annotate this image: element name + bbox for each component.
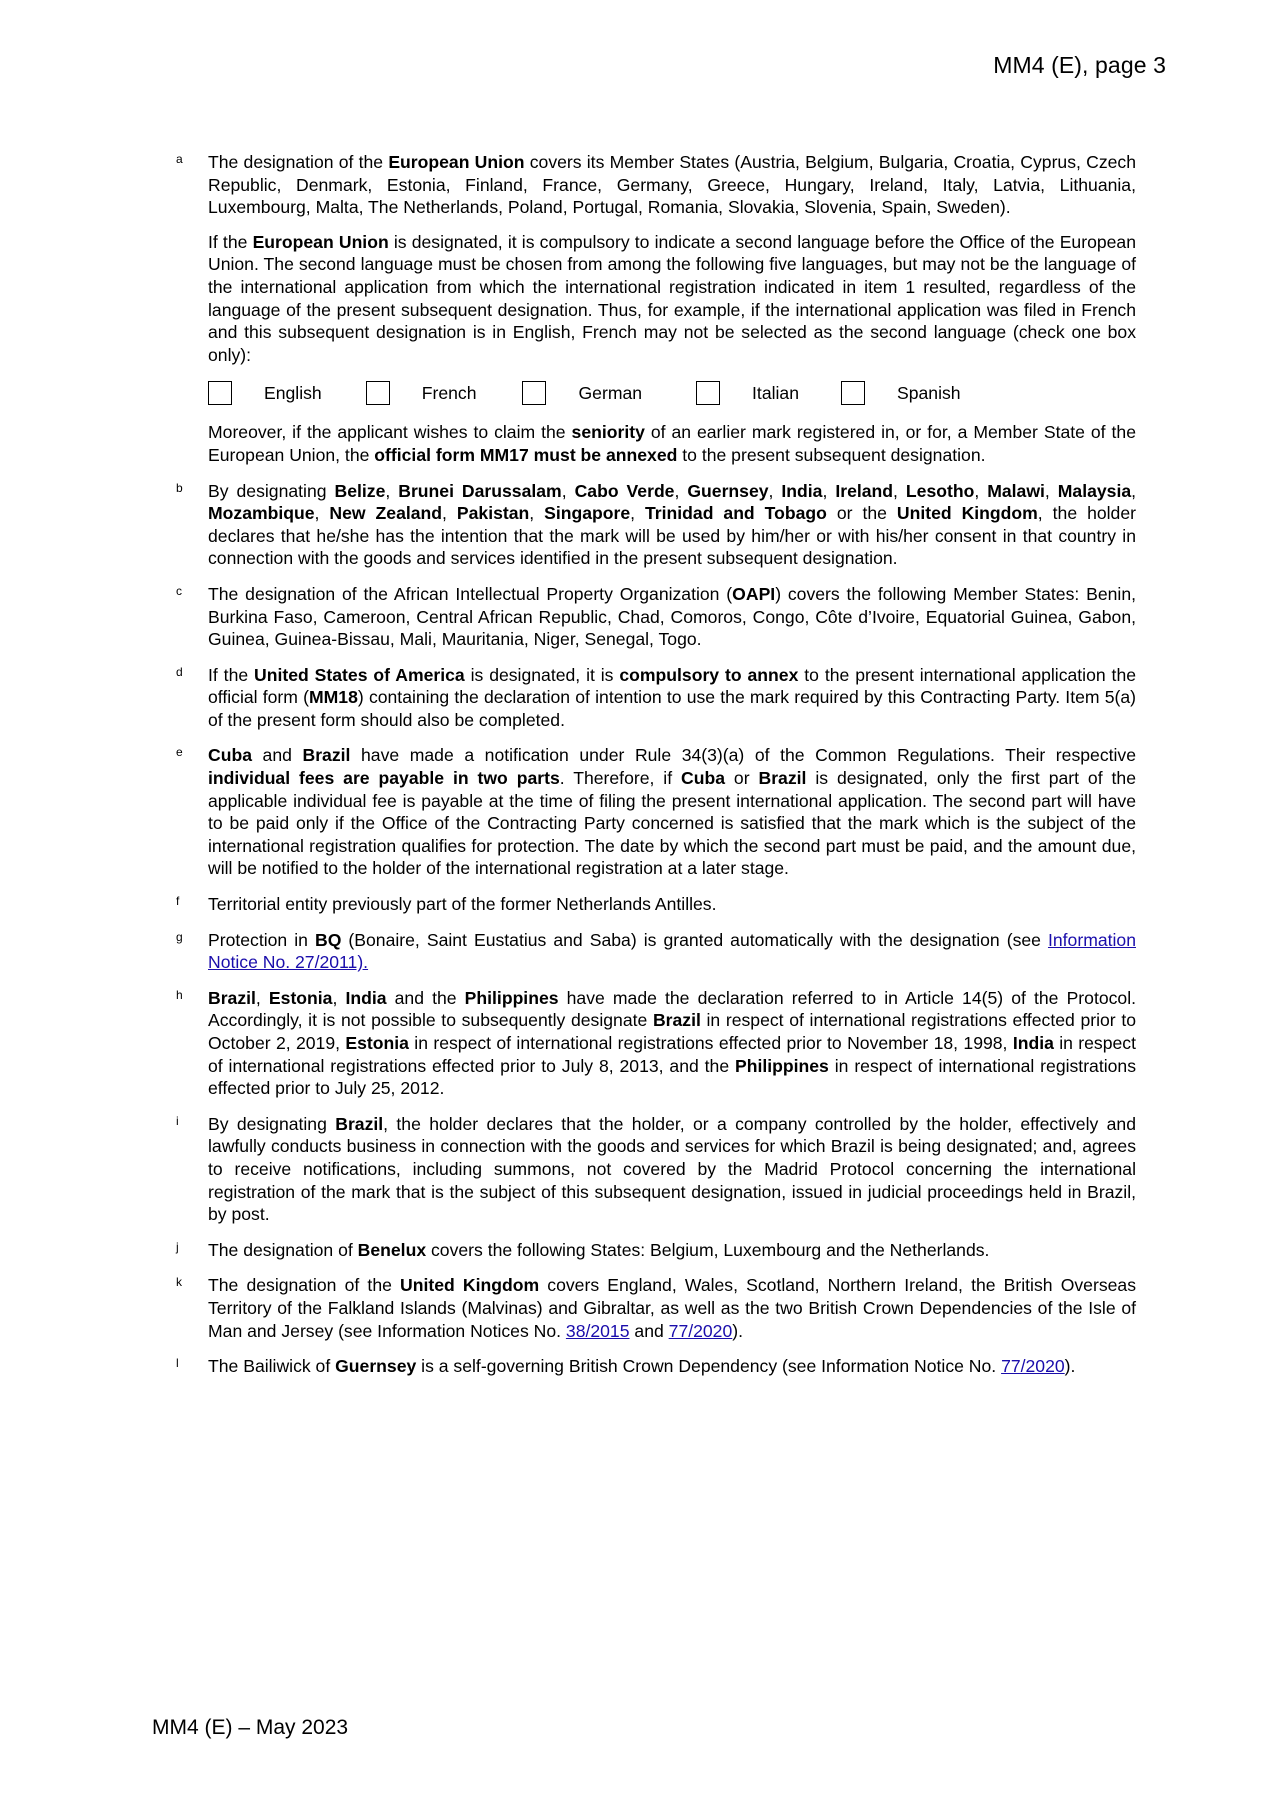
text: and	[629, 1320, 669, 1341]
footnote-marker: e	[176, 745, 183, 760]
language-option-spanish	[841, 381, 961, 405]
footnote-marker: l	[176, 1356, 179, 1371]
information-notice-77-2020-link[interactable]: 77/2020	[1001, 1356, 1065, 1377]
bold-text: Estonia	[345, 1033, 409, 1053]
bold-text: Estonia	[268, 987, 333, 1008]
footnote-marker: a	[176, 152, 183, 166]
text: (Bonaire, Saint Eustatius and Saba) is granted automatically with the designation (see	[341, 929, 1048, 950]
footnote-b-text	[208, 480, 1136, 570]
french-checkbox[interactable]	[366, 381, 390, 405]
bold-text: Cuba	[208, 745, 252, 766]
text: in respect of international registrations effected prior to October 2, 2019,	[208, 1010, 1136, 1053]
footnote-k	[152, 1274, 1136, 1342]
bold-text: Benelux	[357, 1239, 427, 1260]
bold-text: official form MM17 must be annexed	[374, 444, 678, 465]
bold-text: India	[345, 987, 387, 1008]
text: ,	[822, 480, 836, 501]
bold-text: India	[1012, 1033, 1054, 1053]
footnote-marker: c	[176, 583, 182, 598]
bold-text: United States of America	[254, 664, 465, 685]
bold-text: Brazil	[302, 745, 351, 766]
footnote-a-paragraph-3	[208, 421, 1136, 466]
bold-text: Cabo Verde	[574, 480, 675, 501]
footnote-marker: g	[176, 929, 183, 944]
text: ,	[255, 987, 269, 1008]
footnote-l-text	[208, 1355, 1136, 1378]
text: ,	[674, 480, 688, 501]
footnote-marker: b	[176, 480, 183, 495]
text: covers England, Wales, Scotland, Northern Ireland, the British Overseas Territory of the Falkland Islands (Malvinas) and Gibraltar, as well as the two British Crown Dependencies of the Isle of Man and Jersey (see Information Notices No.	[208, 1275, 1136, 1341]
text: ,	[630, 503, 646, 524]
footnote-a-paragraph-1	[208, 151, 1136, 219]
information-notice-27-2011-link[interactable]: Information Notice No. 27/2011).	[208, 929, 1136, 973]
footnote-e-text	[208, 744, 1136, 880]
text: and	[251, 745, 303, 766]
bold-text: United Kingdom	[896, 503, 1038, 524]
footnote-i-text	[208, 1113, 1136, 1226]
text: ,	[1131, 480, 1137, 501]
language-option-french	[366, 381, 523, 405]
footnote-a-continued	[152, 421, 1136, 466]
page-header: MM4 (E), page 3	[993, 52, 1166, 78]
footnote-j	[152, 1239, 1136, 1262]
text: in respect of international registrations effected prior to July 25, 2012.	[208, 1055, 1137, 1099]
bold-text: Lesotho	[905, 480, 975, 501]
text: ,	[332, 987, 346, 1008]
footnote-b	[152, 480, 1136, 570]
spanish-label: Spanish	[897, 382, 961, 403]
language-option-english	[208, 381, 366, 405]
text: . Therefore, if	[559, 768, 682, 789]
text: ) covers the following Member States: Benin, Burkina Faso, Cameroon, Central African Republic, Chad, Comoros, Congo, Côte d’Ivoire, Equatorial Guinea, Gabon, Guinea, Guinea-Bissau, Mali, Mauritania, Niger, Senegal, Togo.	[208, 583, 1136, 650]
bold-text: Malaysia	[1057, 480, 1132, 501]
footnote-g-text	[208, 929, 1136, 974]
footnote-c-text	[208, 583, 1136, 651]
information-notice-38-2015-link[interactable]: 38/2015	[565, 1320, 630, 1341]
text: Moreover, if the applicant wishes to claim the	[208, 422, 572, 443]
text: Territorial entity previously part of the former Netherlands Antilles.	[208, 894, 717, 915]
bold-text: MM18	[309, 687, 358, 708]
french-label: French	[421, 382, 477, 403]
text: have made a notification under Rule 34(3)(a) of the Common Regulations. Their respective	[350, 745, 1136, 766]
text: or the	[826, 503, 897, 524]
footnote-h-text	[208, 987, 1136, 1100]
bold-text: Malawi	[987, 480, 1045, 501]
footnote-l	[152, 1355, 1136, 1378]
footnote-marker: j	[176, 1239, 179, 1254]
footnote-marker: f	[176, 894, 180, 909]
footnote-a-paragraph-2	[208, 231, 1136, 367]
bold-text: Guernsey	[335, 1356, 417, 1377]
text: ,	[529, 503, 545, 524]
footnote-e	[152, 744, 1136, 880]
text: The designation of the African Intellectual Property Organization (	[208, 583, 733, 604]
bold-text: Philippines	[735, 1055, 829, 1076]
italian-checkbox[interactable]	[696, 381, 720, 405]
italian-label: Italian	[752, 382, 799, 403]
text: ).	[732, 1320, 744, 1341]
footnote-c	[152, 583, 1136, 651]
english-label: English	[264, 382, 322, 403]
footnote-k-text	[208, 1274, 1136, 1342]
bold-text: Brazil	[758, 768, 807, 789]
bold-text: Mozambique	[208, 503, 315, 524]
text: Protection in	[208, 929, 315, 950]
information-notice-77-2020-link[interactable]: 77/2020	[668, 1320, 733, 1341]
bold-text: Philippines	[464, 987, 559, 1008]
bold-text: European Union	[388, 152, 525, 172]
bold-text: BQ	[314, 929, 342, 950]
footnote-d-text	[208, 664, 1136, 732]
text: The designation of	[208, 1239, 358, 1260]
text: covers the following States: Belgium, Luxembourg and the Netherlands.	[426, 1239, 990, 1260]
text: If the	[208, 664, 255, 685]
spanish-checkbox[interactable]	[841, 381, 865, 405]
footnote-a	[152, 151, 1136, 366]
text: The designation of the	[208, 152, 389, 172]
language-option-german	[522, 381, 696, 405]
text: , the holder declares that the holder, or a company controlled by the holder, effectively and lawfully conducts business in connection with the goods and services for which Brazil is being designated; and, agrees to receive notifications, including summons, not covered by the Madrid Protocol concerning the international registration of the mark that is the subject of this subsequent designation, issued in judicial proceedings held in Brazil, by post.	[208, 1113, 1136, 1225]
footnote-d	[152, 664, 1136, 732]
second-language-options	[152, 379, 1136, 407]
text: The Bailiwick of	[208, 1356, 336, 1377]
bold-text: individual fees are payable in two parts	[208, 768, 560, 789]
footnote-g	[152, 929, 1136, 974]
bold-text: compulsory to annex	[619, 664, 799, 685]
text: have made the declaration referred to in Article 14(5) of the Protocol. Accordingly, it is not possible to subsequently designate	[208, 987, 1136, 1031]
bold-text: Cuba	[681, 768, 726, 789]
text: or	[725, 768, 759, 789]
text: ,	[974, 480, 988, 501]
footnotes	[152, 151, 1136, 1391]
text: The designation of the	[208, 1275, 401, 1296]
footnote-i	[152, 1113, 1136, 1226]
text: is designated, only the first part of the applicable individual fee is payable at the time of filing the present international application. The second part will have to be paid only if the Office of the Contracting Party concerned is satisfied that the mark which is the subject of the international registration qualifies for protection. The date by which the second part must be paid, and the amount due, will be notified to the holder of the international registration at a later stage.	[208, 768, 1136, 879]
text: ,	[442, 503, 457, 524]
footnote-marker: k	[176, 1275, 182, 1290]
bold-text: Brazil	[652, 1010, 701, 1031]
bold-text: seniority	[571, 422, 645, 443]
footnote-f	[152, 893, 1136, 916]
text: By designating	[208, 480, 335, 501]
text: ,	[561, 480, 575, 501]
german-label: German	[578, 382, 643, 403]
footnote-j-text	[208, 1239, 1136, 1262]
text: in respect of international registrations effected prior to July 8, 2013, and the	[208, 1033, 1136, 1076]
text: in respect of international registrations effected prior to November 18, 1998,	[408, 1033, 1013, 1053]
text: to the present international application the official form (	[208, 664, 1137, 708]
text: If the	[208, 231, 253, 252]
footnote-marker: h	[176, 987, 183, 1002]
text: ,	[768, 480, 782, 501]
text: is designated, it is compulsory to indicate a second language before the Office of the European Union. The second language must be chosen from among the following five languages, but may not be the language of the international application from which the international registration indicated in item 1 resulted, regardless of the language of the present subsequent designation. Thus, for example, if the international application was filed in French and this subsequent designation is in English, French may not be selected as the second language (check one box only):	[208, 231, 1136, 365]
text: is designated, it is	[464, 664, 620, 685]
bold-text: India	[781, 480, 823, 501]
bold-text: OAPI	[732, 583, 776, 604]
text: ,	[385, 480, 399, 501]
language-option-italian	[696, 381, 841, 405]
footnote-marker: d	[176, 664, 183, 679]
bold-text: Brunei Darussalam	[398, 480, 562, 501]
text: ) containing the declaration of intention to use the mark required by this Contracting Party. Item 5(a) of the present form should also be completed.	[208, 687, 1137, 730]
english-checkbox[interactable]	[208, 381, 232, 405]
bold-text: Singapore	[544, 503, 631, 524]
text: of an earlier mark registered in, or for, a Member State of the European Union, the	[208, 422, 1136, 465]
german-checkbox[interactable]	[522, 381, 546, 405]
bold-text: Guernsey	[687, 480, 769, 501]
text: ,	[314, 503, 330, 524]
text: ,	[1044, 480, 1058, 501]
text: ,	[893, 480, 906, 501]
bold-text: United Kingdom	[400, 1275, 540, 1296]
bold-text: Brazil	[335, 1113, 384, 1134]
bold-text: Belize	[334, 480, 386, 501]
footnote-marker: i	[176, 1113, 179, 1128]
bold-text: Trinidad and Tobago	[645, 503, 827, 524]
text: is a self-governing British Crown Dependency (see Information Notice No.	[416, 1356, 1002, 1377]
bold-text: New Zealand	[329, 503, 443, 524]
bold-text: Pakistan	[456, 503, 530, 524]
bold-text: Brazil	[208, 987, 256, 1008]
text: and the	[386, 987, 465, 1008]
text: to the present subsequent designation.	[677, 444, 986, 465]
text: ).	[1064, 1356, 1076, 1377]
bold-text: Ireland	[835, 480, 894, 501]
page-footer: MM4 (E) – May 2023	[152, 1716, 349, 1739]
text: By designating	[208, 1113, 336, 1134]
text: , the holder declares that he/she has the intention that the mark will be used by him/her or with his/her consent in that country in connection with the goods and services identified in the present subsequent designation.	[208, 503, 1136, 569]
text: covers its Member States (Austria, Belgium, Bulgaria, Croatia, Cyprus, Czech Republic, Denmark, Estonia, Finland, France, Germany, Greece, Hungary, Ireland, Italy, Latvia, Lithuania, Luxembourg, Malta, The Netherlands, Poland, Portugal, Romania, Slovakia, Slovenia, Spain, Sweden).	[208, 152, 1136, 218]
footnote-h	[152, 987, 1136, 1100]
footnote-f-text	[208, 893, 1136, 916]
bold-text: European Union	[252, 231, 389, 252]
